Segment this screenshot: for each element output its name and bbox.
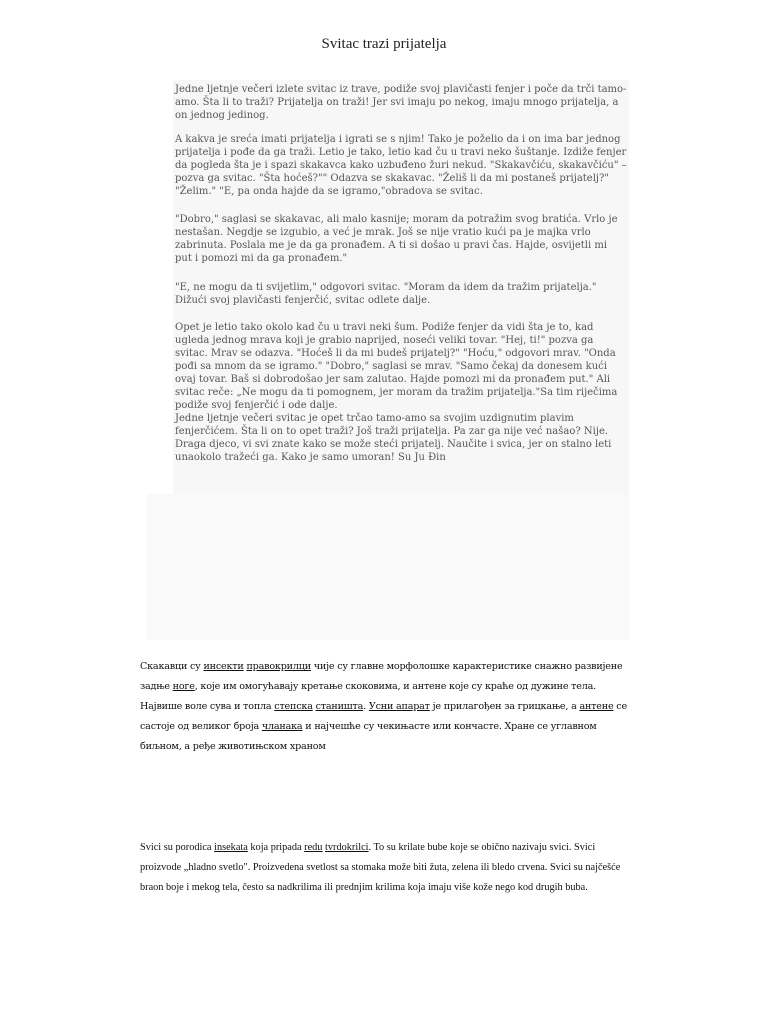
story-paragraph: "E, ne mogu da ti svijetlim," odgovori svitac. "Moram da idem da tražim prijatelja." Dižući svoj plavičasti fenjerčić, svitac odlete dalje.: [175, 282, 597, 306]
story-text-block: [175, 83, 627, 464]
text-run: чије су главне морфолошке карактеристике снажно развијене задње: [140, 661, 623, 692]
story-paragraph: Jedne ljetnje večeri izlete svitac iz trave, podiže svoj plavičasti fenjer i poče da trči tamo-amo. Šta li to traži? Prijatelja on traži! Jer svi imaju po nekog, imaju mnogo prijatelja, a on jednog jedinog.: [175, 84, 627, 121]
page-title: Svitac trazi prijatelja: [321, 36, 447, 52]
link-redu[interactable]: redu: [304, 842, 323, 853]
firefly-section: [140, 838, 628, 898]
story-paragraph: Jedne ljetnje večeri svitac je opet trčao tamo-amo sa svojim uzdignutim plavim fenjerčićem. Šta li on to opet traži? Još traži prijatelja. Pa zar ga nije već našao? Nije. Draga djeco, vi svi znate kako se može steći prijatelj. Naučite i svica, jer on stalno leti unaokolo tražeći ga. Kako je samo umoran! Su Ju Đin: [175, 413, 612, 463]
text-run: , које им омогућавају кретање скоковима, и антене које су краће од дужине тела. Највише воле сува и топла: [140, 681, 597, 712]
link-pravokrilci[interactable]: правокрилци: [246, 661, 311, 672]
link-usni-aparat[interactable]: Усни апарат: [368, 701, 430, 712]
text-run: .: [363, 701, 369, 712]
grasshopper-section: [140, 657, 628, 757]
story-paragraph: A kakva je sreća imati prijatelja i igrati se s njim! Tako je poželio da i on ima bar jednog prijatelja i pođe da ga traži. Letio je tako, letio kad ču u travi neko šuštanje. Izdiže fenjer da pogleda šta je i spazi skakavca kako uzbuđeno žuri nekud. "Skakavčiću, skakavčiću" – pozva ga svitac. "Šta hoćeš?"" Odazva se skakavac. "Želiš li da mi postaneš prijatelj?" "Želim." "E, pa onda hajde da se igramo,"obradova se svitac.: [175, 134, 627, 197]
text-run: koja pripada: [247, 842, 305, 853]
story-paragraph: "Dobro," saglasi se skakavac, ali malo kasnije; moram da potražim svog bratića. Vrlo je nestašan. Negdje se izgubio, a već je mrak. Još se nije vratio kući pa je majka vrlo zabrinuta. Poslala me je da ga pronađem. A ti si došao u pravi čas. Hajde, osvijetli mi put i pomozi mi da ga pronađem.": [175, 214, 618, 264]
text-run: Svici su porodica: [140, 842, 215, 853]
story-paragraph: Opet je letio tako okolo kad ču u travi neki šum. Podiže fenjer da vidi šta je to, kad ugleda jednog mrava koji je grabio naprijed, noseći veliki tovar. "Hej, ti!" pozva ga svitac. Mrav se odazva. "Hoćeš li da mi budeš prijatelj?" "Hoću," odgovori mrav. "Onda pođi sa mnom da se igramo." "Dobro," saglasi se mrav. "Samo čekaj da donesem kući ovaj tovar. Baš si dobrodošao jer sam zalutao. Hajde pomozi mi da pronađem put." Ali svitac reče: „Ne mogu da ti pomognem, jer moram da tražim prijatelja."Sa tim riječima podiže svoj fenjerčić i ode dalje.: [175, 322, 618, 411]
link-insekata[interactable]: insekata: [214, 842, 248, 853]
text-run: је прилагођен за грицкање, а: [429, 701, 580, 712]
text-run: Скакавци су: [140, 661, 204, 672]
link-stepska[interactable]: степска: [274, 701, 313, 712]
link-clanaka[interactable]: чланака: [261, 721, 303, 732]
text-run: се састоје од великог броја: [140, 701, 627, 732]
text-run: . To su krilate bube koje se obično nazivaju svici. Svici proizvode „hladno svetlo". Proizvedena svetlost sa stomaka može biti žuta, zelena ili bledo crvena. Svici su najčešće braon boje i mekog tela, često sa nadkrilima ili prednjim krilima koja imaju više kože nego kod drugih buba.: [140, 842, 621, 893]
link-stanista[interactable]: станишта: [315, 701, 364, 712]
link-noge[interactable]: ноге: [172, 681, 195, 692]
story-background-extension: [147, 494, 629, 640]
text-run: и најчешће су чекињасте или кончасте. Хране се углавном биљном, а ређе животињском храном: [140, 721, 597, 752]
link-insekti[interactable]: инсекти: [203, 661, 244, 672]
link-antene[interactable]: антене: [579, 701, 614, 712]
link-tvrdokrilci[interactable]: tvrdokrilci: [325, 842, 369, 853]
